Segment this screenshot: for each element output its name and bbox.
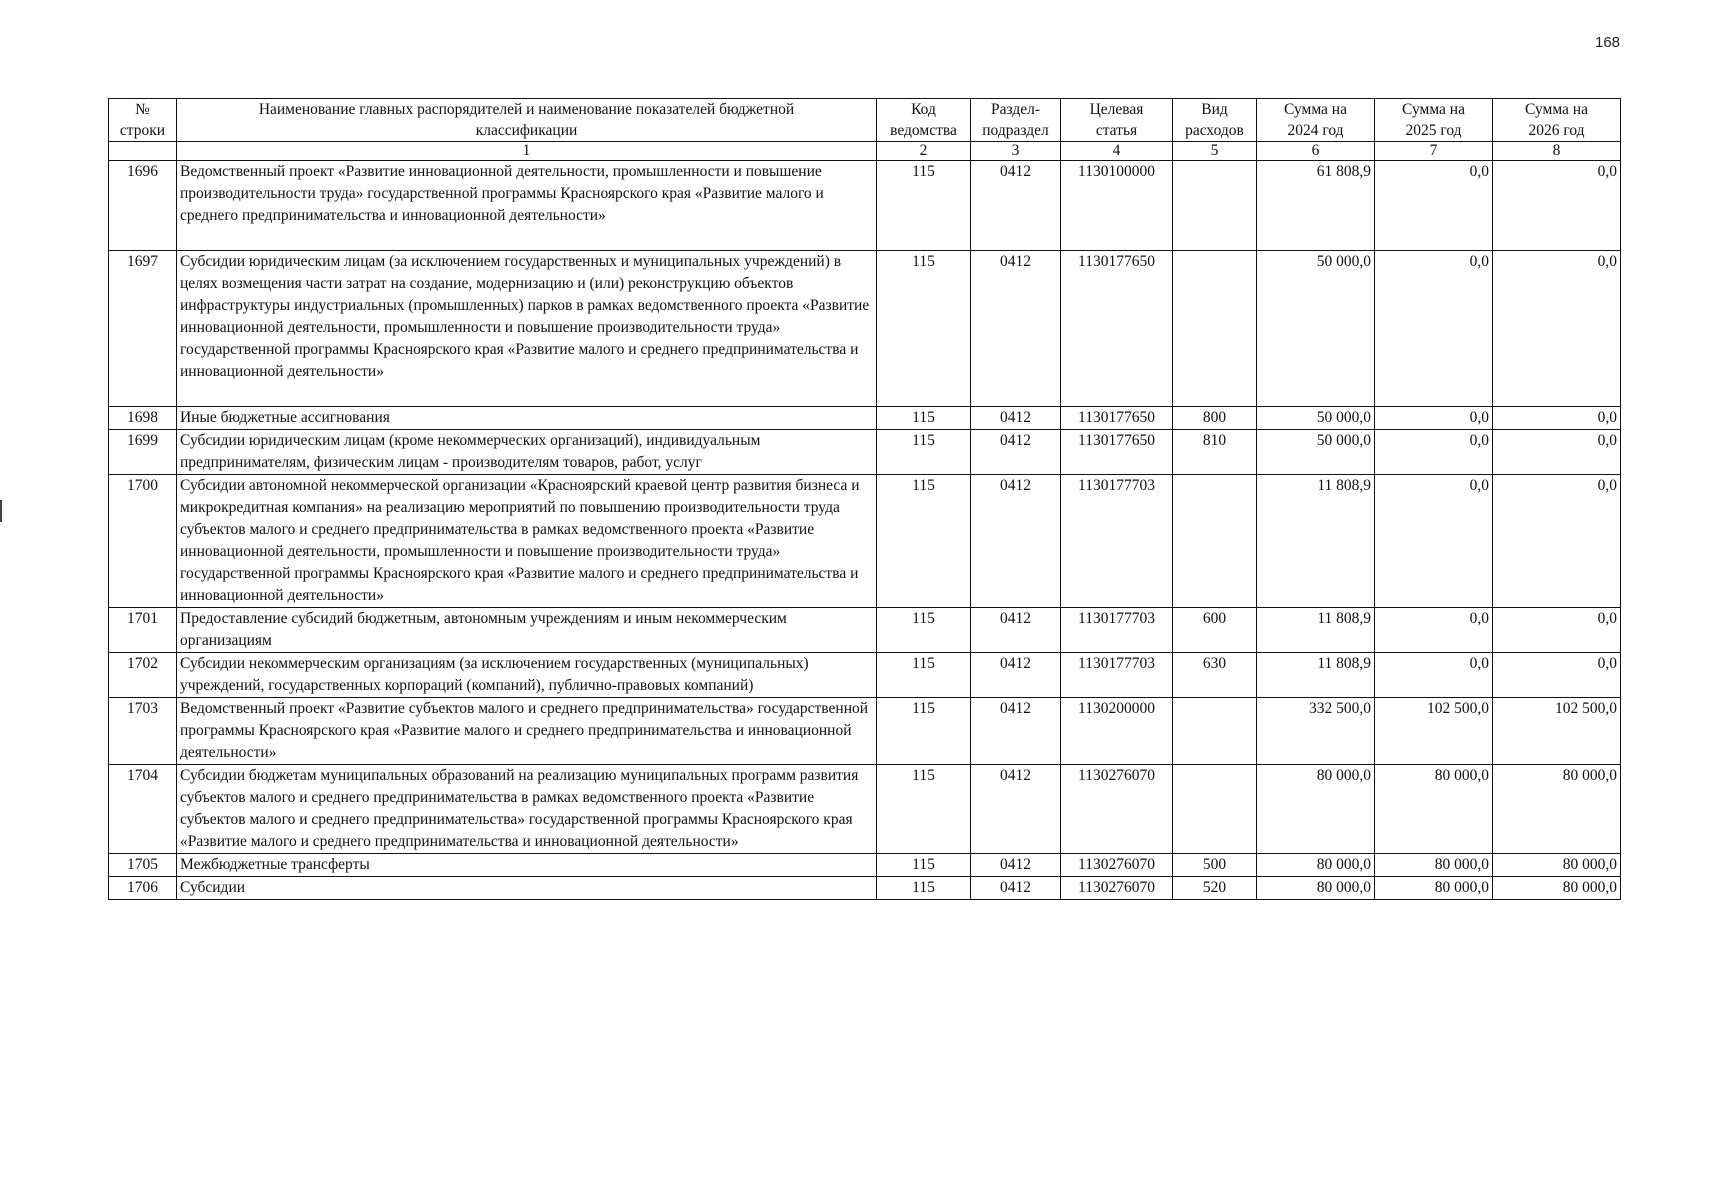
row-number: 1698	[109, 407, 177, 430]
table-row	[109, 475, 1621, 608]
row-sum-2024: 50 000,0	[1257, 407, 1375, 430]
row-expense-type	[1173, 161, 1257, 251]
row-section: 0412	[971, 608, 1061, 653]
row-section: 0412	[971, 430, 1061, 475]
table-row	[109, 608, 1621, 653]
row-expense-type	[1173, 475, 1257, 608]
row-sum-2026: 80 000,0	[1493, 854, 1621, 877]
row-sum-2024: 332 500,0	[1257, 698, 1375, 765]
row-sum-2024: 11 808,9	[1257, 653, 1375, 698]
row-section: 0412	[971, 251, 1061, 407]
budget-table	[108, 98, 1621, 900]
table-row	[109, 430, 1621, 475]
table-row	[109, 854, 1621, 877]
row-target-article: 1130100000	[1061, 161, 1173, 251]
header-target-article: Целевая статья	[1061, 99, 1173, 142]
row-sum-2026: 80 000,0	[1493, 877, 1621, 900]
row-dept-code: 115	[877, 475, 971, 608]
row-target-article: 1130177703	[1061, 475, 1173, 608]
row-number: 1704	[109, 765, 177, 854]
page-number: 168	[1595, 34, 1621, 51]
table-row	[109, 407, 1621, 430]
row-name: Ведомственный проект «Развитие инновационной деятельности, промышленности и повышение производительности труда» государственной программы Красноярского края «Развитие малого и среднего предпринимательства и инновационной деятельности»	[177, 161, 877, 251]
row-sum-2025: 0,0	[1375, 407, 1493, 430]
row-sum-2025: 80 000,0	[1375, 765, 1493, 854]
row-sum-2025: 0,0	[1375, 608, 1493, 653]
row-name: Иные бюджетные ассигнования	[177, 407, 877, 430]
row-sum-2024: 80 000,0	[1257, 765, 1375, 854]
row-expense-type: 800	[1173, 407, 1257, 430]
row-target-article: 1130177650	[1061, 430, 1173, 475]
row-expense-type: 630	[1173, 653, 1257, 698]
row-name: Субсидии юридическим лицам (за исключением государственных и муниципальных учреждений) в целях возмещения части затрат на создание, модернизацию и (или) реконструкцию объектов инфраструктуры индустриальных (промышленных) парков в рамках ведомственного проекта «Развитие инновационной деятельности, промышленности и повышение производительности труда» государственной программы Красноярского края «Развитие малого и среднего предпринимательства и инновационной деятельности»	[177, 251, 877, 407]
column-number: 5	[1173, 142, 1257, 161]
row-section: 0412	[971, 698, 1061, 765]
row-section: 0412	[971, 653, 1061, 698]
row-expense-type: 600	[1173, 608, 1257, 653]
table-row	[109, 698, 1621, 765]
row-sum-2024: 11 808,9	[1257, 475, 1375, 608]
row-target-article: 1130200000	[1061, 698, 1173, 765]
row-target-article: 1130276070	[1061, 877, 1173, 900]
row-number: 1696	[109, 161, 177, 251]
row-sum-2025: 0,0	[1375, 251, 1493, 407]
row-number: 1701	[109, 608, 177, 653]
header-expense-type: Вид расходов	[1173, 99, 1257, 142]
row-target-article: 1130177703	[1061, 653, 1173, 698]
row-expense-type	[1173, 251, 1257, 407]
row-dept-code: 115	[877, 251, 971, 407]
row-sum-2025: 80 000,0	[1375, 877, 1493, 900]
row-sum-2024: 11 808,9	[1257, 608, 1375, 653]
row-sum-2025: 80 000,0	[1375, 854, 1493, 877]
row-sum-2026: 102 500,0	[1493, 698, 1621, 765]
row-sum-2026: 0,0	[1493, 407, 1621, 430]
column-number: 7	[1375, 142, 1493, 161]
row-sum-2025: 102 500,0	[1375, 698, 1493, 765]
row-dept-code: 115	[877, 854, 971, 877]
row-name: Субсидии автономной некоммерческой организации «Красноярский краевой центр развития бизнеса и микрокредитная компания» на реализацию мероприятий по повышению производительности труда субъектов малого и среднего предпринимательства в рамках ведомственного проекта «Развитие инновационной деятельности, промышленности и повышение производительности труда» государственной программы Красноярского края «Развитие малого и среднего предпринимательства и инновационной деятельности»	[177, 475, 877, 608]
row-name: Межбюджетные трансферты	[177, 854, 877, 877]
row-target-article: 1130177703	[1061, 608, 1173, 653]
row-name: Предоставление субсидий бюджетным, автономным учреждениям и иным некоммерческим организациям	[177, 608, 877, 653]
row-sum-2026: 0,0	[1493, 251, 1621, 407]
row-expense-type	[1173, 698, 1257, 765]
row-expense-type: 520	[1173, 877, 1257, 900]
row-dept-code: 115	[877, 430, 971, 475]
header-sum-2025: Сумма на 2025 год	[1375, 99, 1493, 142]
column-number: 8	[1493, 142, 1621, 161]
row-sum-2025: 0,0	[1375, 475, 1493, 608]
row-section: 0412	[971, 161, 1061, 251]
row-expense-type: 810	[1173, 430, 1257, 475]
row-sum-2025: 0,0	[1375, 653, 1493, 698]
column-number: 4	[1061, 142, 1173, 161]
row-number: 1703	[109, 698, 177, 765]
row-sum-2026: 0,0	[1493, 430, 1621, 475]
row-sum-2024: 80 000,0	[1257, 854, 1375, 877]
table-row	[109, 161, 1621, 251]
row-sum-2024: 61 808,9	[1257, 161, 1375, 251]
row-number: 1699	[109, 430, 177, 475]
row-number: 1705	[109, 854, 177, 877]
row-dept-code: 115	[877, 653, 971, 698]
row-section: 0412	[971, 877, 1061, 900]
column-number: 1	[177, 142, 877, 161]
row-sum-2026: 0,0	[1493, 653, 1621, 698]
table-row	[109, 653, 1621, 698]
column-number: 2	[877, 142, 971, 161]
row-sum-2026: 0,0	[1493, 161, 1621, 251]
row-sum-2026: 80 000,0	[1493, 765, 1621, 854]
row-number: 1697	[109, 251, 177, 407]
table-row	[109, 251, 1621, 407]
row-target-article: 1130177650	[1061, 407, 1173, 430]
column-number-row	[109, 142, 1621, 161]
row-name: Ведомственный проект «Развитие субъектов малого и среднего предпринимательства» государственной программы Красноярского края «Развитие малого и среднего предпринимательства и инновационной деятельности»	[177, 698, 877, 765]
row-number: 1706	[109, 877, 177, 900]
row-expense-type: 500	[1173, 854, 1257, 877]
column-number	[109, 142, 177, 161]
row-name: Субсидии юридическим лицам (кроме некоммерческих организаций), индивидуальным предпринимателям, физическим лицам - производителям товаров, работ, услуг	[177, 430, 877, 475]
row-target-article: 1130276070	[1061, 854, 1173, 877]
header-row-no: № строки	[109, 99, 177, 142]
row-section: 0412	[971, 765, 1061, 854]
row-sum-2024: 50 000,0	[1257, 251, 1375, 407]
table-row	[109, 877, 1621, 900]
row-expense-type	[1173, 765, 1257, 854]
row-target-article: 1130276070	[1061, 765, 1173, 854]
row-name: Субсидии бюджетам муниципальных образований на реализацию муниципальных программ развития субъектов малого и среднего предпринимательства в рамках ведомственного проекта «Развитие субъектов малого и среднего предпринимательства» государственной программы Красноярского края «Развитие малого и среднего предпринимательства и инновационной деятельности»	[177, 765, 877, 854]
row-dept-code: 115	[877, 765, 971, 854]
column-number: 6	[1257, 142, 1375, 161]
header-name: Наименование главных распорядителей и наименование показателей бюджетной классификации	[177, 99, 877, 142]
row-sum-2026: 0,0	[1493, 475, 1621, 608]
row-dept-code: 115	[877, 698, 971, 765]
scan-margin-mark	[0, 500, 5, 522]
column-number: 3	[971, 142, 1061, 161]
row-dept-code: 115	[877, 877, 971, 900]
row-number: 1700	[109, 475, 177, 608]
row-sum-2025: 0,0	[1375, 161, 1493, 251]
header-section: Раздел- подраздел	[971, 99, 1061, 142]
row-sum-2024: 50 000,0	[1257, 430, 1375, 475]
header-dept-code: Код ведомства	[877, 99, 971, 142]
row-dept-code: 115	[877, 608, 971, 653]
row-name: Субсидии некоммерческим организациям (за исключением государственных (муниципальных) учреждений, государственных корпораций (компаний), публично-правовых компаний)	[177, 653, 877, 698]
row-section: 0412	[971, 475, 1061, 608]
table-row	[109, 765, 1621, 854]
row-sum-2024: 80 000,0	[1257, 877, 1375, 900]
row-number: 1702	[109, 653, 177, 698]
row-target-article: 1130177650	[1061, 251, 1173, 407]
header-sum-2024: Сумма на 2024 год	[1257, 99, 1375, 142]
header-sum-2026: Сумма на 2026 год	[1493, 99, 1621, 142]
row-dept-code: 115	[877, 161, 971, 251]
row-name: Субсидии	[177, 877, 877, 900]
row-sum-2025: 0,0	[1375, 430, 1493, 475]
row-sum-2026: 0,0	[1493, 608, 1621, 653]
row-section: 0412	[971, 854, 1061, 877]
row-dept-code: 115	[877, 407, 971, 430]
row-section: 0412	[971, 407, 1061, 430]
header-row	[109, 99, 1621, 142]
